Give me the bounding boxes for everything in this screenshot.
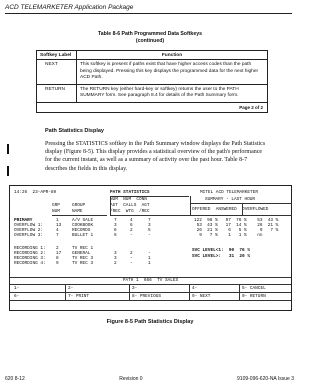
path-statistics-screen bbox=[9, 185, 292, 311]
divider bbox=[110, 196, 111, 216]
row-s1: 3 bbox=[114, 251, 117, 256]
num-header: NUM bbox=[52, 209, 60, 214]
stat-header-1: NUM NUM CONN bbox=[110, 197, 147, 202]
divider bbox=[190, 196, 191, 216]
divider bbox=[110, 215, 292, 216]
stat-header-2: AGT CALLS AGT bbox=[110, 203, 150, 208]
summary-row: 26 21 % 6 5 % 9 7 % bbox=[194, 228, 279, 233]
section-body: Pressing the STATISTICS softkey in the Path Summary window displays the Path Statistics display (Figure 8-5). This display provides a statistical overview of the path's performance for the current instant, as well as a summary of activity over the past hour. Table 8-7 describes the fields in this display. bbox=[45, 141, 266, 172]
divider bbox=[189, 284, 190, 300]
next-softkey[interactable]: 9- NEXT bbox=[192, 294, 211, 299]
offered-header: OFFERED ANSWERED OVERFLOWED bbox=[192, 207, 269, 212]
summary-title: SUMMARY - LAST HOUR bbox=[205, 197, 256, 202]
svc-level-1: SVC LEVEL<1: 90 76 % bbox=[192, 248, 250, 253]
row-s2: 2 bbox=[130, 228, 133, 233]
row-name: COOKBOOK bbox=[72, 223, 94, 228]
cancel-softkey[interactable]: 5- CANCEL bbox=[242, 286, 266, 291]
row-num: 1 bbox=[56, 218, 59, 223]
row-s1: 3 bbox=[114, 223, 117, 228]
softkey-4[interactable]: 4- bbox=[192, 286, 198, 291]
row-role: OVERFLOW 3: bbox=[14, 233, 43, 238]
row-s3: - bbox=[148, 251, 151, 256]
row-role: RECORDING 1: bbox=[14, 246, 46, 251]
footer-center: Revision 0 bbox=[119, 376, 143, 382]
summary-row: 122 98 % 97 76 % 53 43 % bbox=[194, 218, 279, 223]
table-title-line1: Table 8-6 Path Programmed Data Softkeys bbox=[98, 31, 202, 37]
row-s1: 2 bbox=[114, 261, 117, 266]
row-num: 17 bbox=[56, 251, 62, 256]
row-role: OVERFLOW 1: bbox=[14, 223, 43, 228]
row-text: This softkey is present if paths exist that have higher access codes than the path being displayed. Pressing this key displays the programmed data for the next higher ACD Path. bbox=[80, 62, 259, 80]
previous-softkey[interactable]: 8- PREVIOUS bbox=[132, 294, 161, 299]
row-name: GENERAL bbox=[72, 251, 91, 256]
figure-caption: Figure 8-5 Path Statistics Display bbox=[106, 319, 194, 325]
return-softkey[interactable]: 0- RETURN bbox=[242, 294, 266, 299]
header-rule bbox=[5, 13, 292, 14]
row-s3: 5 bbox=[148, 228, 151, 233]
row-s1: 7 bbox=[114, 218, 117, 223]
softkey-3[interactable]: 3- bbox=[132, 286, 138, 291]
row-key: NEXT bbox=[37, 60, 77, 84]
change-bar bbox=[7, 166, 9, 176]
table-row bbox=[37, 85, 267, 103]
row-role: RECORDING 2: bbox=[14, 251, 46, 256]
row-name: TV REC 1 bbox=[72, 246, 94, 251]
row-num: 13 bbox=[56, 223, 62, 228]
row-s3: - bbox=[148, 233, 151, 238]
summary-row: 53 43 % 17 14 % 26 21 % bbox=[194, 223, 279, 228]
divider bbox=[242, 203, 243, 215]
row-s2: 4 bbox=[130, 218, 133, 223]
divider bbox=[239, 284, 240, 300]
name-header: NAME bbox=[72, 209, 83, 214]
table-page-row bbox=[37, 103, 267, 112]
row-s3: 3 bbox=[148, 223, 151, 228]
softkey-table bbox=[36, 50, 268, 113]
path-label: PATH 1 666 TV SALES bbox=[122, 278, 179, 283]
row-num: 2 bbox=[56, 246, 59, 251]
row-name: RECORDS bbox=[72, 228, 91, 233]
screen-title: PATH STATISTICS bbox=[110, 190, 150, 195]
row-s3: 1 bbox=[148, 261, 151, 266]
screen-time: 14:26 23-APR-89 bbox=[14, 190, 57, 195]
change-bar bbox=[7, 144, 9, 154]
summary-row: 9 7 % 1 1 % nn bbox=[194, 233, 263, 238]
row-s2: - bbox=[130, 261, 133, 266]
page-footer bbox=[5, 376, 294, 382]
row-num: 7 bbox=[56, 233, 59, 238]
row-s2: 2 bbox=[130, 251, 133, 256]
row-key: RETURN bbox=[37, 85, 77, 102]
row-s2: 6 bbox=[130, 223, 133, 228]
row-name: BULLET 1 bbox=[72, 233, 94, 238]
divider bbox=[10, 292, 291, 293]
table-title bbox=[0, 31, 300, 45]
col-function: Function bbox=[161, 52, 183, 58]
row-num: 4 bbox=[56, 228, 59, 233]
row-s2: - bbox=[130, 256, 133, 261]
svc-level-2: SVC LEVEL>: 31 20 % bbox=[192, 254, 250, 259]
row-name: TV REC 3 bbox=[72, 261, 94, 266]
page-note: Page 2 of 2 bbox=[239, 104, 263, 110]
table-row bbox=[37, 60, 267, 85]
row-s2: - bbox=[130, 233, 133, 238]
row-s3: 7 bbox=[148, 218, 151, 223]
divider bbox=[129, 284, 130, 300]
divider bbox=[190, 203, 292, 204]
row-name: TV REC 3 bbox=[72, 256, 94, 261]
col-softkey-label: Softkey Label bbox=[37, 51, 77, 59]
section-heading: Path Statistics Display bbox=[45, 128, 104, 134]
stat-header-3: /REC WTG /REC bbox=[110, 209, 150, 214]
row-role: OVERFLOW 2: bbox=[14, 228, 43, 233]
row-name: A/V SALE bbox=[72, 218, 94, 223]
screen-brand: MITEL ACD TELEMARKETER bbox=[200, 190, 258, 195]
row-role: PRIMARY bbox=[14, 218, 33, 223]
table-title-line2: (continued) bbox=[135, 38, 165, 44]
grp-header: GRP bbox=[52, 203, 60, 208]
softkey-6[interactable]: 6- bbox=[14, 294, 20, 299]
row-s1: 6 bbox=[114, 233, 117, 238]
footer-right: 9109-096-620-NA Issue 3 bbox=[237, 376, 294, 382]
row-s3: 1 bbox=[148, 256, 151, 261]
print-softkey[interactable]: 7- PRINT bbox=[68, 294, 90, 299]
table-header-row bbox=[37, 51, 267, 60]
row-role: RECORDING 3: bbox=[14, 256, 46, 261]
divider bbox=[10, 284, 291, 285]
row-s1: 6 bbox=[114, 228, 117, 233]
softkey-1[interactable]: 1- bbox=[14, 286, 20, 291]
page-header: ACD TELEMARKETER Application Package bbox=[5, 4, 134, 11]
softkey-2[interactable]: 2- bbox=[68, 286, 74, 291]
row-text: The RETURN key (either hard-key or softkey) returns the user to the PATH SUMMARY form. See paragraph 8.4 for details of the Path Summary form. bbox=[80, 86, 239, 98]
group-header: GROUP bbox=[72, 203, 86, 208]
row-role: RECORDING 4: bbox=[14, 261, 46, 266]
row-num: 9 bbox=[56, 261, 59, 266]
divider bbox=[65, 284, 66, 300]
divider bbox=[52, 215, 107, 216]
footer-left: 620 8-12 bbox=[5, 376, 25, 382]
row-s1: 3 bbox=[114, 256, 117, 261]
divider bbox=[10, 300, 291, 301]
row-num: 8 bbox=[56, 256, 59, 261]
